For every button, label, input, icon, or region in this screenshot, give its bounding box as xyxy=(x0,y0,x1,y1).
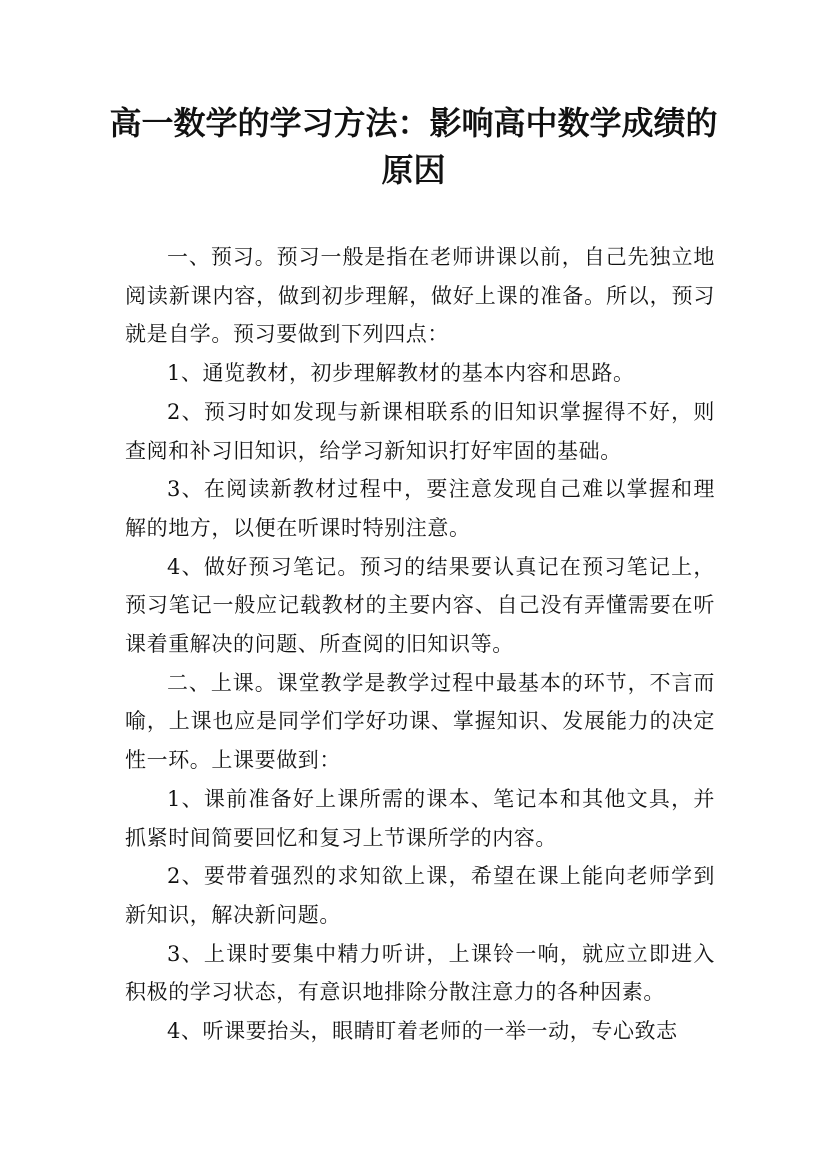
paragraph-preview-intro: 一、预习。预习一般是指在老师讲课以前，自己先独立地阅读新课内容，做到初步理解，做好上课的准备。所以，预习就是自学。预习要做到下列四点： xyxy=(125,245,715,347)
paragraph-class-1: 1、课前准备好上课所需的课本、笔记本和其他文具，并抓紧时间简要回忆和复习上节课所学的内容。 xyxy=(125,786,715,850)
paragraph-preview-2: 2、预习时如发现与新课相联系的旧知识掌握得不好，则查阅和补习旧知识，给学习新知识打好牢固的基础。 xyxy=(125,399,715,463)
page-title xyxy=(100,100,727,194)
paragraph-class-2: 2、要带着强烈的求知欲上课，希望在课上能向老师学到新知识，解决新问题。 xyxy=(125,864,715,927)
document-body xyxy=(125,238,715,1051)
paragraph-class-intro: 二、上课。课堂教学是教学过程中最基本的环节，不言而喻，上课也应是同学们学好功课、掌握知识、发展能力的决定性一环。上课要做到： xyxy=(125,670,715,773)
paragraph-preview-3: 3、在阅读新教材过程中，要注意发现自己难以掌握和理解的地方，以便在听课时特别注意。 xyxy=(125,477,715,540)
paragraph-preview-1: 1、通览教材，初步理解教材的基本内容和思路。 xyxy=(167,361,635,386)
paragraph-class-4: 4、听课要抬头，眼睛盯着老师的一举一动，专心致志 xyxy=(167,1019,678,1044)
title-line-2: 原因 xyxy=(381,151,446,189)
paragraph-class-3: 3、上课时要集中精力听讲，上课铃一响，就应立即进入积极的学习状态，有意识地排除分散注意力的各种因素。 xyxy=(125,941,715,1005)
paragraph-preview-4: 4、做好预习笔记。预习的结果要认真记在预习笔记上，预习笔记一般应记载教材的主要内容、自己没有弄懂需要在听课着重解决的问题、所查阅的旧知识等。 xyxy=(125,554,715,657)
title-line-1: 高一数学的学习方法：影响高中数学成绩的 xyxy=(109,104,718,142)
